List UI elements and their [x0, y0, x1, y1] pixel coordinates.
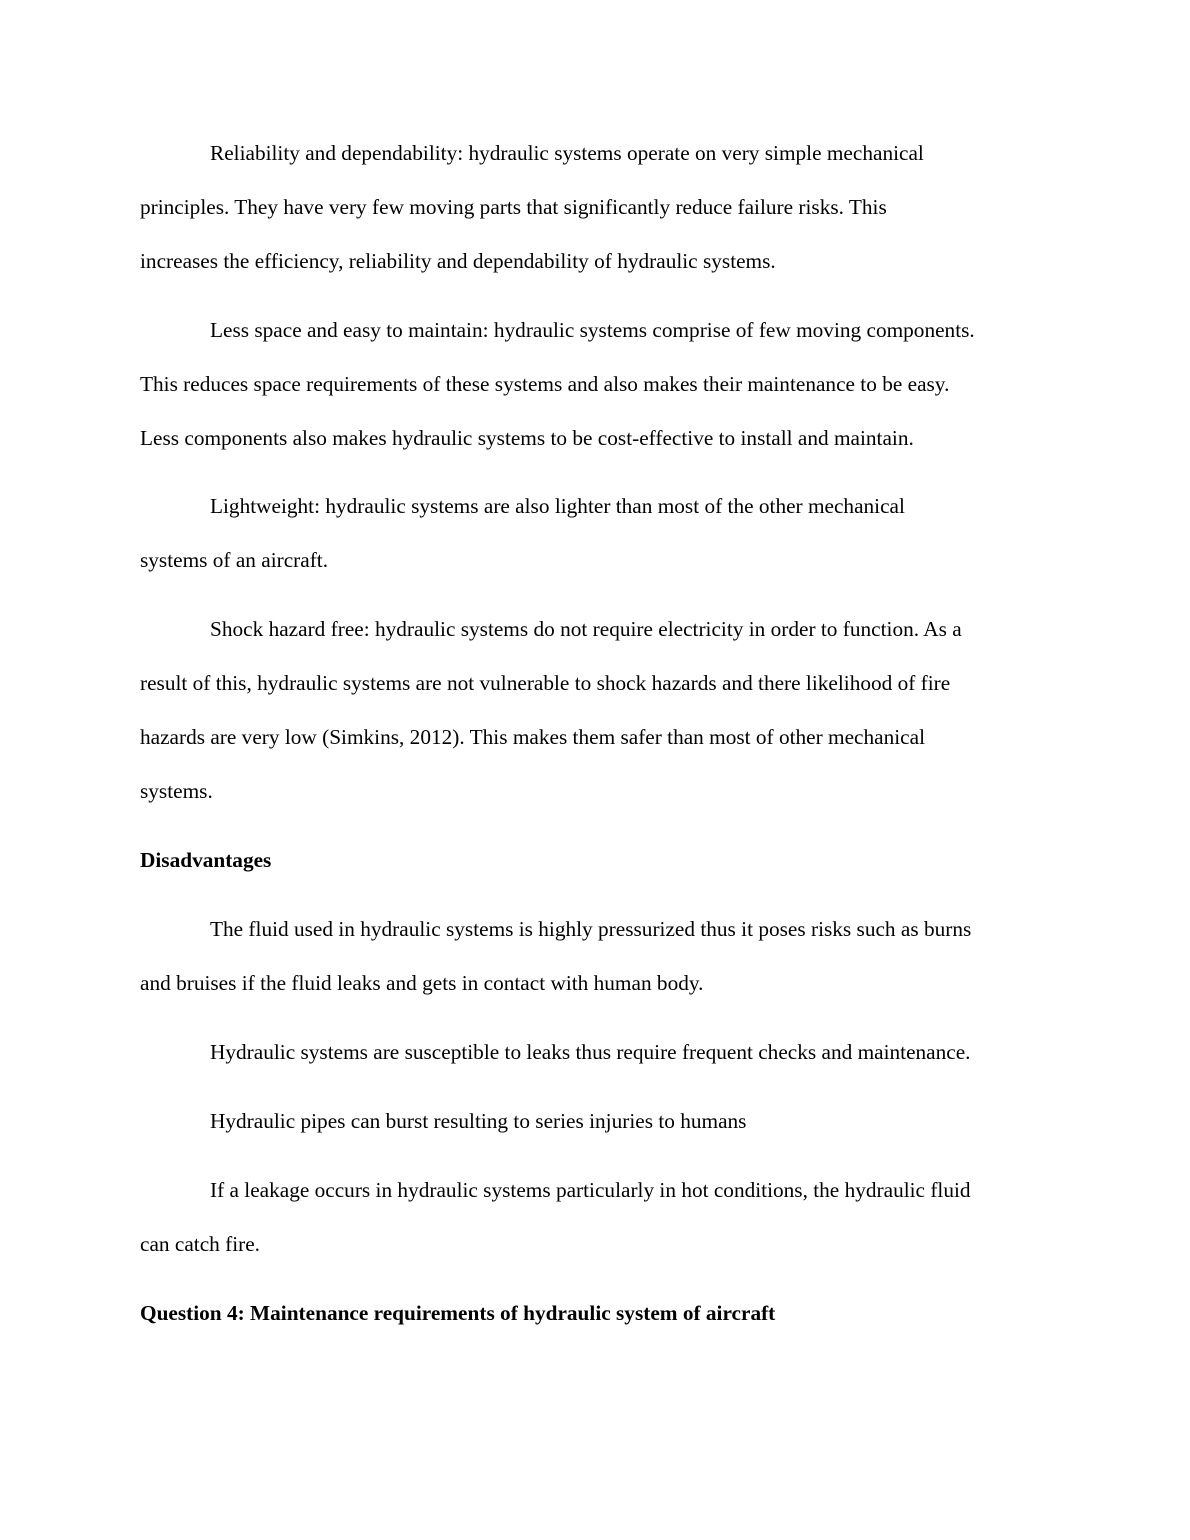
- paragraph-reliability: [140, 126, 1060, 288]
- paragraph-fluid-pressurized: [140, 902, 1060, 1010]
- paragraph-line: Shock hazard free: hydraulic systems do not require electricity in order to function. As a: [210, 617, 962, 641]
- paragraph-leaks: [140, 1025, 1060, 1079]
- paragraph-line: increases the efficiency, reliability and dependability of hydraulic systems.: [140, 249, 776, 273]
- paragraph-lightweight: [140, 479, 1060, 587]
- paragraph-pipes-burst: [140, 1094, 1060, 1148]
- paragraph-line: Less space and easy to maintain: hydraulic systems comprise of few moving components.: [210, 318, 975, 342]
- paragraph-line: If a leakage occurs in hydraulic systems particularly in hot conditions, the hydraulic fluid: [210, 1178, 971, 1202]
- paragraph-less-space: [140, 303, 1060, 465]
- paragraph-line: can catch fire.: [140, 1232, 261, 1256]
- heading-disadvantages: [140, 833, 1060, 887]
- paragraph-fire: [140, 1163, 1060, 1271]
- paragraph-line: result of this, hydraulic systems are not vulnerable to shock hazards and there likelihood of fire: [140, 671, 951, 695]
- heading-question-4: [140, 1286, 1060, 1340]
- paragraph-line: The fluid used in hydraulic systems is highly pressurized thus it poses risks such as burns: [210, 917, 972, 941]
- paragraph-line: systems.: [140, 779, 213, 803]
- paragraph-line: Reliability and dependability: hydraulic systems operate on very simple mechanical: [210, 141, 924, 165]
- paragraph-line: systems of an aircraft.: [140, 548, 329, 572]
- heading-text: Disadvantages: [140, 848, 272, 872]
- paragraph-line: hazards are very low (Simkins, 2012). This makes them safer than most of other mechanical: [140, 725, 926, 749]
- paragraph-line: Less components also makes hydraulic systems to be cost-effective to install and maintain.: [140, 426, 914, 450]
- paragraph-line: and bruises if the fluid leaks and gets in contact with human body.: [140, 971, 704, 995]
- paragraph-line: This reduces space requirements of these systems and also makes their maintenance to be easy.: [140, 372, 950, 396]
- heading-text: Question 4: Maintenance requirements of hydraulic system of aircraft: [140, 1301, 776, 1325]
- paragraph-line: Hydraulic pipes can burst resulting to series injuries to humans: [210, 1109, 747, 1133]
- paragraph-line: Lightweight: hydraulic systems are also lighter than most of the other mechanical: [210, 494, 905, 518]
- paragraph-line: principles. They have very few moving parts that significantly reduce failure risks. This: [140, 195, 887, 219]
- paragraph-shock-hazard: [140, 602, 1060, 818]
- paragraph-line: Hydraulic systems are susceptible to leaks thus require frequent checks and maintenance.: [210, 1040, 971, 1064]
